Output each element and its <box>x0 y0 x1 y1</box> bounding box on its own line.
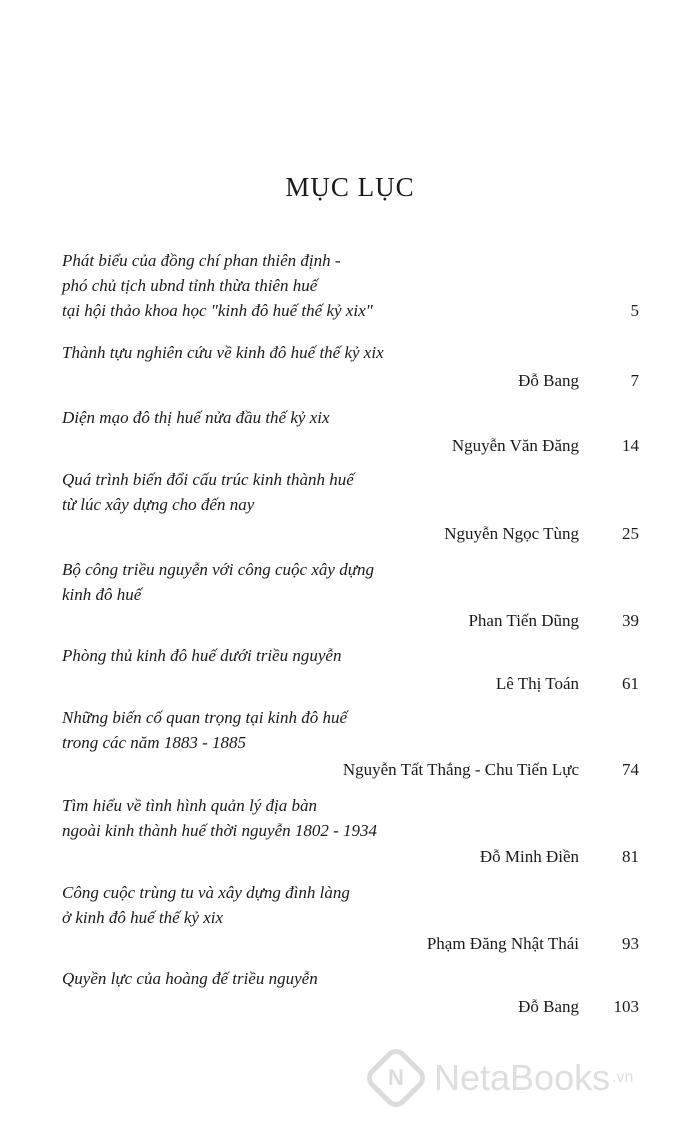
entry-page-number: 7 <box>630 371 639 390</box>
entry-title-line: từ lúc xây dựng cho đến nay <box>62 495 255 514</box>
entry-author: Nguyễn Tất Thắng - Chu Tiến Lực <box>342 760 579 779</box>
entry-page-number: 61 <box>622 674 639 693</box>
netabooks-logo-icon <box>362 1044 430 1112</box>
entry-title-line: kinh đô huế <box>62 585 142 604</box>
entry-page-number: 103 <box>613 997 639 1016</box>
entry-author: Nguyễn Ngọc Tùng <box>444 524 579 543</box>
entry-page-number: 81 <box>622 847 639 866</box>
entry-title-line: trong các năm 1883 - 1885 <box>62 733 246 752</box>
page-title: MỤC LỤC <box>285 172 415 202</box>
entry-author: Đỗ Minh Điền <box>479 847 579 866</box>
entry-title-line: tại hội thảo khoa học "kinh đô huế thế kỷ xix" <box>62 301 373 320</box>
entry-title-line: ở kinh đô huế thế kỷ xix <box>62 908 224 927</box>
entry-title-line: ngoài kinh thành huế thời nguyễn 1802 - 1934 <box>62 821 378 840</box>
entry-page-number: 25 <box>622 524 639 543</box>
entry-page-number: 14 <box>622 436 639 455</box>
entry-author: Đỗ Bang <box>518 997 579 1016</box>
entry-title-line: Quá trình biến đổi cấu trúc kinh thành huế <box>62 470 354 489</box>
entry-title-line: Bộ công triều nguyễn với công cuộc xây dựng <box>62 560 374 579</box>
entry-page-number: 74 <box>622 760 639 779</box>
watermark-mark-letter: N <box>388 1064 404 1090</box>
entry-title-line: Diện mạo đô thị huế nửa đầu thế kỷ xix <box>62 408 330 427</box>
entry-author: Nguyễn Văn Đăng <box>451 436 579 455</box>
entry-page-number: 39 <box>622 611 639 630</box>
entry-title-line: Những biến cố quan trọng tại kinh đô huế <box>62 708 348 727</box>
entry-title-line: phó chủ tịch ubnd tỉnh thừa thiên huế <box>62 276 318 295</box>
entry-author: Phạm Đăng Nhật Thái <box>426 934 579 953</box>
watermark-suffix: .vn <box>612 1069 634 1086</box>
netabooks-watermark <box>366 1050 686 1106</box>
entry-title-line: Quyền lực của hoàng đế triều nguyễn <box>62 969 318 988</box>
entry-title-line: Thành tựu nghiên cứu về kinh đô huế thế kỷ xix <box>62 343 384 362</box>
entry-author: Đỗ Bang <box>518 371 579 390</box>
entry-author: Lê Thị Toán <box>495 674 579 693</box>
entry-page-number: 5 <box>630 301 639 320</box>
watermark-text: NetaBooks <box>434 1057 611 1098</box>
entry-author: Phan Tiến Dũng <box>468 611 579 630</box>
entry-title-line: Tìm hiểu về tình hình quản lý địa bàn <box>62 796 317 815</box>
entry-title-line: Phòng thủ kinh đô huế dưới triều nguyễn <box>62 646 342 665</box>
entry-title-line: Phát biểu của đồng chí phan thiên định - <box>62 251 341 270</box>
entry-page-number: 93 <box>622 934 639 953</box>
entry-title-line: Công cuộc trùng tu và xây dựng đình làng <box>62 883 350 902</box>
